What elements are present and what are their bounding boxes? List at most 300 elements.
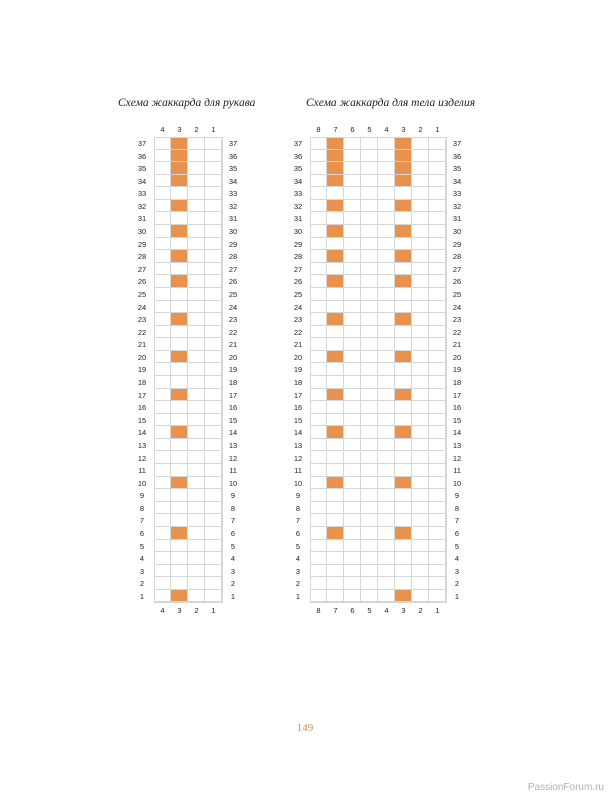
grid-cell <box>395 577 412 590</box>
row-label-left: 8 <box>139 503 145 513</box>
grid-cell <box>429 275 446 288</box>
grid-cell <box>171 514 188 527</box>
row-label-right: 37 <box>228 139 238 148</box>
filled-stitch-cell <box>395 150 412 163</box>
grid-cell <box>327 552 344 565</box>
grid-cell <box>154 175 171 188</box>
grid-cell <box>344 552 361 565</box>
row-label-right: 18 <box>452 378 462 388</box>
grid-cell <box>205 401 222 414</box>
row-label-left: 24 <box>137 302 147 312</box>
grid-cell <box>378 464 395 477</box>
grid-cell <box>429 389 446 402</box>
row-label-left: 33 <box>137 189 147 199</box>
grid-cell <box>361 275 378 288</box>
grid-cell <box>205 275 222 288</box>
filled-stitch-cell <box>327 162 344 175</box>
row-label-right: 1 <box>230 591 236 601</box>
grid-cell <box>154 363 171 376</box>
grid-cell <box>429 565 446 578</box>
column-label-bottom: 3 <box>177 606 182 616</box>
grid-cell <box>395 363 412 376</box>
grid-cell <box>188 250 205 263</box>
grid-cell <box>188 489 205 502</box>
grid-cell <box>154 275 171 288</box>
grid-cell <box>429 150 446 163</box>
grid-cell <box>188 577 205 590</box>
row-label-right: 8 <box>454 503 460 513</box>
grid-cell <box>361 565 378 578</box>
grid-cell <box>327 338 344 351</box>
grid-cell <box>327 464 344 477</box>
grid-cell <box>327 288 344 301</box>
grid-cell <box>395 338 412 351</box>
row-label-left: 5 <box>139 541 145 551</box>
grid-cell <box>361 489 378 502</box>
row-label-left: 16 <box>293 403 303 413</box>
row-label-left: 9 <box>139 491 145 501</box>
filled-stitch-cell <box>395 313 412 326</box>
row-label-left: 22 <box>137 327 147 337</box>
grid-cell <box>412 225 429 238</box>
row-label-left: 1 <box>139 591 145 601</box>
grid-cell <box>412 527 429 540</box>
grid-cell <box>412 238 429 251</box>
grid-cell <box>395 565 412 578</box>
filled-stitch-cell <box>395 426 412 439</box>
grid-cell <box>344 464 361 477</box>
grid-cell <box>429 414 446 427</box>
grid-cell <box>344 540 361 553</box>
grid-cell <box>378 200 395 213</box>
grid-cell <box>154 577 171 590</box>
grid-cell <box>378 527 395 540</box>
filled-stitch-cell <box>327 200 344 213</box>
grid-cell <box>171 263 188 276</box>
column-label-top: 1 <box>211 125 216 134</box>
grid-cell <box>429 527 446 540</box>
row-label-left: 6 <box>295 528 301 538</box>
grid-cell <box>378 577 395 590</box>
filled-stitch-cell <box>395 351 412 364</box>
filled-stitch-cell <box>171 175 188 188</box>
row-label-left: 26 <box>137 277 147 287</box>
row-label-left: 32 <box>293 201 303 211</box>
grid-cell <box>429 351 446 364</box>
row-label-right: 30 <box>228 227 238 237</box>
grid-cell <box>205 527 222 540</box>
row-label-right: 31 <box>452 214 462 224</box>
grid-cell <box>327 187 344 200</box>
row-label-left: 3 <box>139 566 145 576</box>
grid-cell <box>188 150 205 163</box>
grid-cell <box>395 489 412 502</box>
row-label-right: 14 <box>452 428 462 438</box>
grid-cell <box>154 452 171 465</box>
grid-cell <box>378 288 395 301</box>
grid-cell <box>310 250 327 263</box>
grid-cell <box>429 263 446 276</box>
row-label-right: 23 <box>228 315 238 325</box>
row-label-right: 3 <box>230 566 236 576</box>
grid-cell <box>188 187 205 200</box>
grid-cell <box>310 414 327 427</box>
grid-cell <box>378 426 395 439</box>
filled-stitch-cell <box>171 137 188 150</box>
grid-cell <box>344 301 361 314</box>
grid-cell <box>361 401 378 414</box>
grid-cell <box>310 225 327 238</box>
grid-cell <box>412 401 429 414</box>
row-label-right: 10 <box>452 478 462 488</box>
grid-cell <box>205 288 222 301</box>
grid-cell <box>188 452 205 465</box>
row-label-left: 34 <box>137 176 147 186</box>
filled-stitch-cell <box>395 275 412 288</box>
grid-cell <box>412 326 429 339</box>
row-label-left: 15 <box>293 415 303 425</box>
grid-cell <box>412 426 429 439</box>
grid-cell <box>188 426 205 439</box>
grid-cell <box>310 162 327 175</box>
grid-cell <box>344 351 361 364</box>
grid-cell <box>395 288 412 301</box>
filled-stitch-cell <box>395 389 412 402</box>
row-label-left: 12 <box>137 453 147 463</box>
filled-stitch-cell <box>171 389 188 402</box>
filled-stitch-cell <box>395 137 412 150</box>
grid-cell <box>429 590 446 603</box>
grid-cell <box>395 326 412 339</box>
grid-cell <box>205 552 222 565</box>
filled-stitch-cell <box>395 162 412 175</box>
grid-cell <box>327 565 344 578</box>
grid-cell <box>154 162 171 175</box>
row-label-right: 29 <box>228 239 238 249</box>
row-label-left: 4 <box>295 554 301 564</box>
grid-cell <box>378 514 395 527</box>
grid-cell <box>378 137 395 150</box>
row-label-right: 1 <box>454 591 460 601</box>
grid-cell <box>154 527 171 540</box>
grid-cell <box>344 527 361 540</box>
grid-cell <box>171 439 188 452</box>
grid-cell <box>361 363 378 376</box>
grid-cell <box>344 212 361 225</box>
row-label-left: 2 <box>139 579 145 589</box>
grid-cell <box>205 426 222 439</box>
grid-cell <box>429 175 446 188</box>
filled-stitch-cell <box>171 527 188 540</box>
row-label-left: 25 <box>137 289 147 299</box>
row-label-left: 37 <box>293 139 303 148</box>
grid-cell <box>188 514 205 527</box>
row-label-right: 3 <box>454 566 460 576</box>
row-label-right: 17 <box>452 390 462 400</box>
grid-cell <box>344 238 361 251</box>
grid-cell <box>395 552 412 565</box>
grid-cell <box>171 552 188 565</box>
grid-cell <box>171 489 188 502</box>
grid-cell <box>344 414 361 427</box>
grid-cell <box>361 238 378 251</box>
grid-cell <box>171 376 188 389</box>
row-label-left: 21 <box>137 340 147 350</box>
row-label-right: 37 <box>452 139 462 148</box>
grid-cell <box>310 288 327 301</box>
row-label-right: 13 <box>452 440 462 450</box>
grid-cell <box>361 313 378 326</box>
grid-cell <box>361 477 378 490</box>
filled-stitch-cell <box>171 590 188 603</box>
grid-cell <box>344 288 361 301</box>
sleeve-chart-title: Схема жаккарда для рукава <box>118 97 256 109</box>
grid-cell <box>412 502 429 515</box>
grid-cell <box>361 162 378 175</box>
row-label-right: 6 <box>230 528 236 538</box>
grid-cell <box>344 590 361 603</box>
grid-cell <box>378 565 395 578</box>
grid-cell <box>361 439 378 452</box>
grid-cell <box>412 150 429 163</box>
grid-cell <box>344 200 361 213</box>
filled-stitch-cell <box>395 477 412 490</box>
grid-cell <box>344 187 361 200</box>
grid-cell <box>310 376 327 389</box>
grid-cell <box>327 489 344 502</box>
grid-cell <box>395 514 412 527</box>
row-label-left: 17 <box>137 390 147 400</box>
grid-cell <box>344 137 361 150</box>
grid-cell <box>188 439 205 452</box>
column-label-bottom: 7 <box>333 606 338 616</box>
grid-cell <box>378 162 395 175</box>
row-label-right: 10 <box>228 478 238 488</box>
filled-stitch-cell <box>171 200 188 213</box>
column-label-top: 2 <box>418 125 423 134</box>
grid-cell <box>171 187 188 200</box>
row-label-left: 23 <box>137 315 147 325</box>
grid-cell <box>395 263 412 276</box>
grid-cell <box>344 376 361 389</box>
filled-stitch-cell <box>327 527 344 540</box>
grid-cell <box>154 426 171 439</box>
grid-cell <box>429 577 446 590</box>
grid-cell <box>327 590 344 603</box>
column-label-bottom: 4 <box>384 606 389 616</box>
grid-cell <box>188 376 205 389</box>
grid-cell <box>154 338 171 351</box>
grid-cell <box>361 301 378 314</box>
filled-stitch-cell <box>395 590 412 603</box>
grid-cell <box>154 552 171 565</box>
grid-cell <box>154 540 171 553</box>
column-label-top: 3 <box>401 125 406 134</box>
grid-cell <box>188 565 205 578</box>
row-label-right: 13 <box>228 440 238 450</box>
row-label-left: 30 <box>293 227 303 237</box>
grid-cell <box>361 288 378 301</box>
grid-cell <box>205 263 222 276</box>
grid-cell <box>395 212 412 225</box>
grid-cell <box>378 376 395 389</box>
row-label-right: 19 <box>452 365 462 375</box>
row-label-right: 26 <box>452 277 462 287</box>
row-label-left: 27 <box>293 264 303 274</box>
grid-cell <box>429 439 446 452</box>
grid-cell <box>188 389 205 402</box>
grid-cell <box>154 212 171 225</box>
row-label-right: 15 <box>452 415 462 425</box>
grid-cell <box>378 502 395 515</box>
grid-cell <box>310 565 327 578</box>
grid-cell <box>188 200 205 213</box>
column-label-top: 5 <box>367 125 372 134</box>
row-label-left: 36 <box>137 151 147 161</box>
grid-cell <box>378 401 395 414</box>
filled-stitch-cell <box>395 175 412 188</box>
row-label-right: 34 <box>452 176 462 186</box>
grid-cell <box>378 489 395 502</box>
grid-cell <box>327 363 344 376</box>
filled-stitch-cell <box>327 225 344 238</box>
column-label-bottom: 3 <box>401 606 406 616</box>
filled-stitch-cell <box>171 150 188 163</box>
row-label-right: 16 <box>228 403 238 413</box>
grid-cell <box>429 464 446 477</box>
grid-cell <box>429 489 446 502</box>
grid-cell <box>344 426 361 439</box>
row-label-left: 29 <box>137 239 147 249</box>
row-label-right: 7 <box>454 516 460 526</box>
row-label-left: 32 <box>137 201 147 211</box>
grid-cell <box>344 313 361 326</box>
grid-cell <box>412 540 429 553</box>
grid-cell <box>188 301 205 314</box>
grid-cell <box>429 376 446 389</box>
grid-cell <box>429 301 446 314</box>
row-label-left: 10 <box>293 478 303 488</box>
grid-cell <box>429 426 446 439</box>
grid-cell <box>188 263 205 276</box>
grid-cell <box>344 175 361 188</box>
row-label-right: 25 <box>228 289 238 299</box>
body-chart-title: Схема жаккарда для тела изделия <box>306 97 476 109</box>
row-label-right: 4 <box>230 554 236 564</box>
grid-cell <box>361 200 378 213</box>
grid-cell <box>205 363 222 376</box>
row-label-right: 21 <box>452 340 462 350</box>
row-label-left: 14 <box>137 428 147 438</box>
filled-stitch-cell <box>327 275 344 288</box>
grid-cell <box>361 426 378 439</box>
grid-cell <box>361 514 378 527</box>
filled-stitch-cell <box>171 275 188 288</box>
row-label-left: 23 <box>293 315 303 325</box>
row-label-left: 6 <box>139 528 145 538</box>
row-label-left: 7 <box>295 516 301 526</box>
column-label-top: 3 <box>177 125 182 134</box>
grid-cell <box>310 552 327 565</box>
grid-cell <box>171 326 188 339</box>
grid-cell <box>412 477 429 490</box>
grid-cell <box>395 502 412 515</box>
grid-cell <box>412 514 429 527</box>
grid-cell <box>327 502 344 515</box>
grid-cell <box>361 263 378 276</box>
row-label-right: 22 <box>452 327 462 337</box>
row-label-left: 3 <box>295 566 301 576</box>
grid-cell <box>378 187 395 200</box>
grid-cell <box>310 301 327 314</box>
grid-cell <box>361 502 378 515</box>
grid-cell <box>429 477 446 490</box>
grid-cell <box>361 250 378 263</box>
grid-cell <box>344 565 361 578</box>
grid-cell <box>378 263 395 276</box>
grid-cell <box>378 150 395 163</box>
column-label-bottom: 6 <box>350 606 355 616</box>
grid-cell <box>205 338 222 351</box>
grid-cell <box>378 301 395 314</box>
row-label-left: 35 <box>293 164 303 174</box>
grid-cell <box>205 452 222 465</box>
grid-cell <box>344 326 361 339</box>
filled-stitch-cell <box>171 313 188 326</box>
row-label-right: 12 <box>452 453 462 463</box>
filled-stitch-cell <box>171 250 188 263</box>
grid-cell <box>378 212 395 225</box>
filled-stitch-cell <box>327 150 344 163</box>
grid-cell <box>171 414 188 427</box>
row-label-right: 28 <box>452 252 462 262</box>
row-label-left: 7 <box>139 516 145 526</box>
grid-cell <box>378 351 395 364</box>
grid-cell <box>154 326 171 339</box>
grid-cell <box>310 313 327 326</box>
grid-cell <box>412 552 429 565</box>
row-label-left: 33 <box>293 189 303 199</box>
grid-cell <box>361 552 378 565</box>
row-label-right: 34 <box>228 176 238 186</box>
grid-cell <box>429 514 446 527</box>
grid-cell <box>412 565 429 578</box>
grid-cell <box>171 464 188 477</box>
grid-cell <box>378 552 395 565</box>
row-label-left: 30 <box>137 227 147 237</box>
row-label-right: 6 <box>454 528 460 538</box>
row-label-left: 5 <box>295 541 301 551</box>
grid-cell <box>188 401 205 414</box>
grid-cell <box>429 162 446 175</box>
grid-cell <box>310 452 327 465</box>
row-label-right: 26 <box>228 277 238 287</box>
column-label-top: 6 <box>350 125 355 134</box>
grid-cell <box>188 238 205 251</box>
grid-cell <box>154 263 171 276</box>
grid-cell <box>344 263 361 276</box>
grid-cell <box>327 414 344 427</box>
row-label-right: 25 <box>452 289 462 299</box>
grid-cell <box>154 225 171 238</box>
grid-cell <box>395 376 412 389</box>
grid-cell <box>188 351 205 364</box>
row-label-left: 16 <box>137 403 147 413</box>
grid-cell <box>429 540 446 553</box>
row-label-right: 12 <box>228 453 238 463</box>
grid-cell <box>205 414 222 427</box>
row-label-left: 15 <box>137 415 147 425</box>
